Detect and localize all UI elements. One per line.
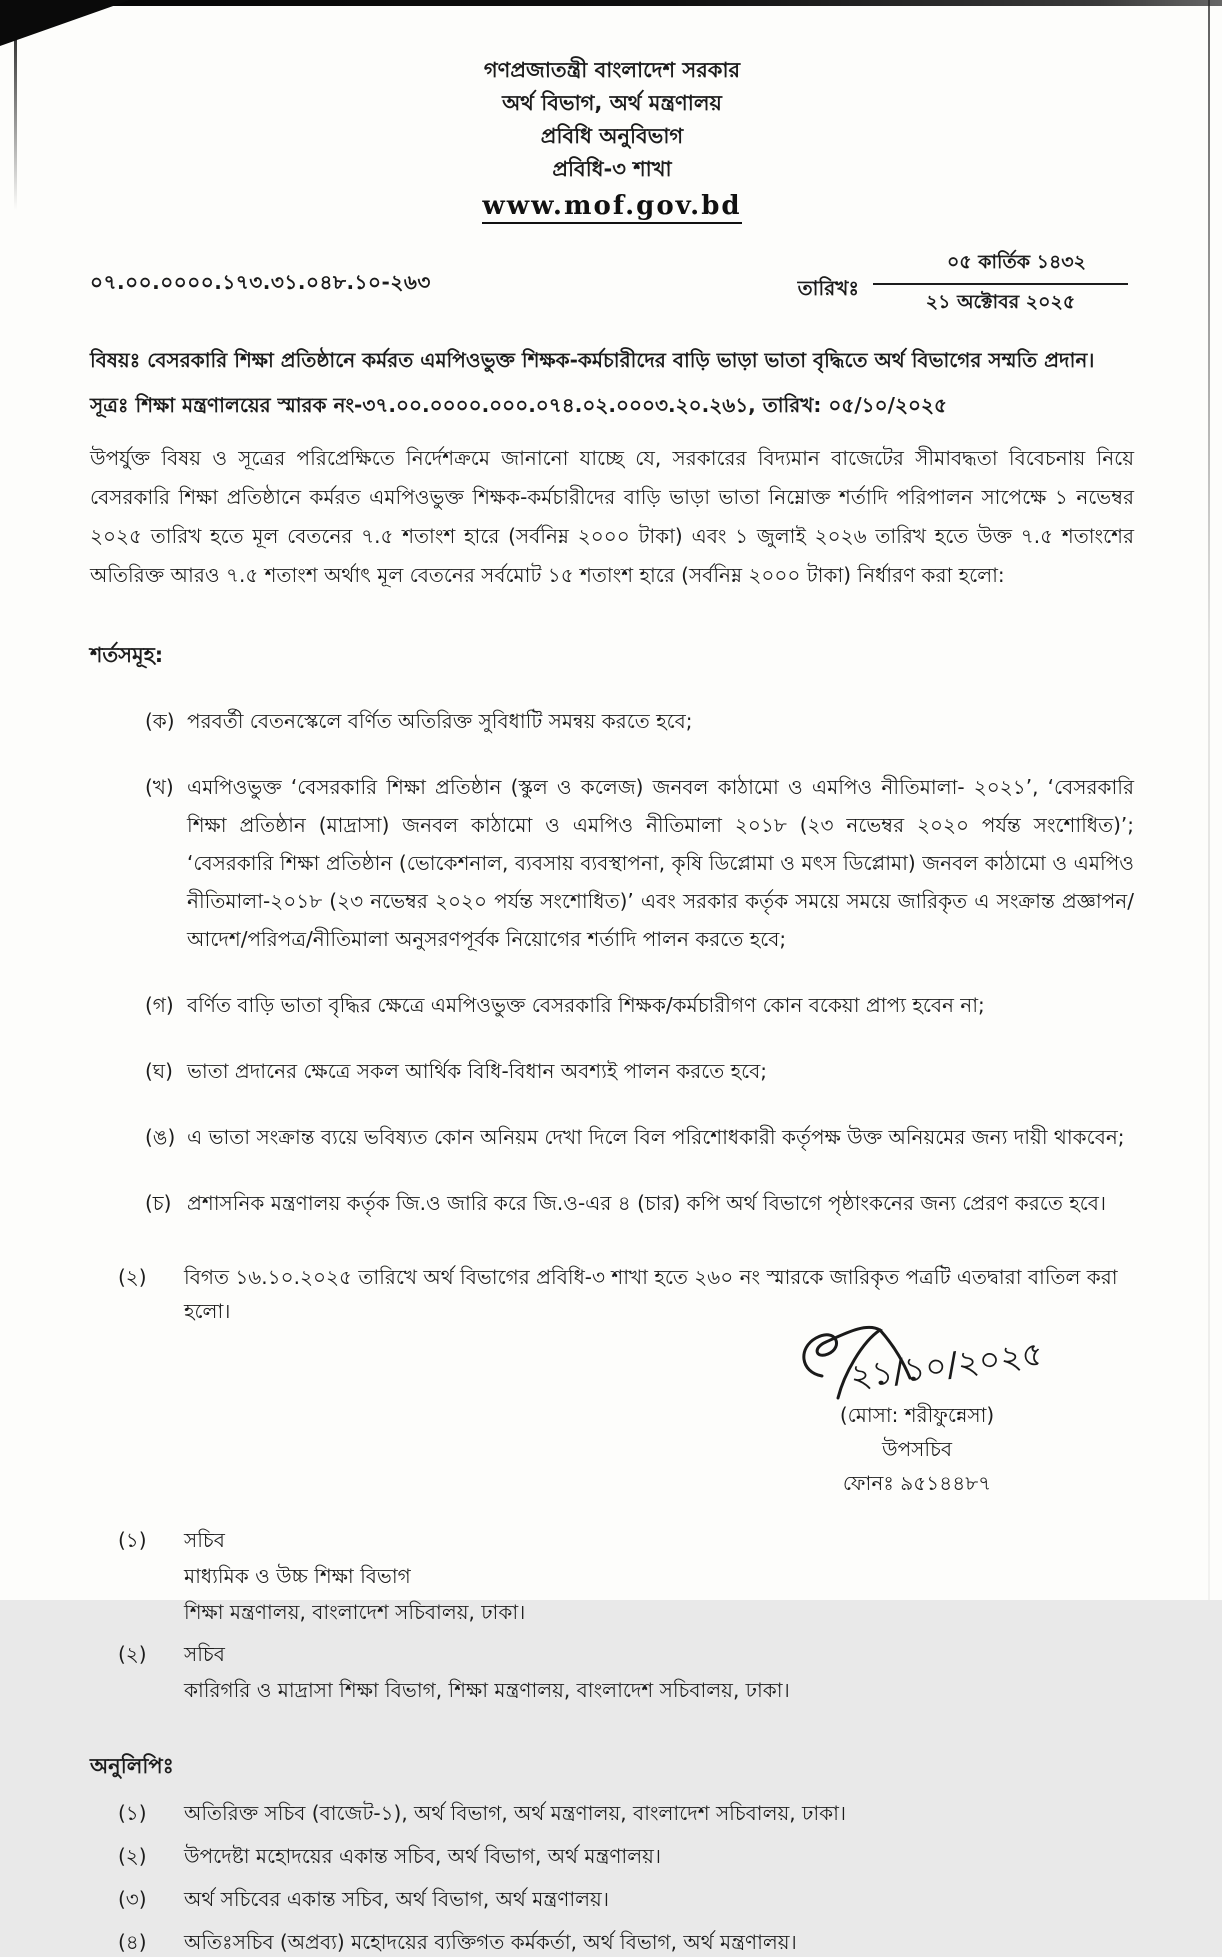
condition-item <box>90 986 1134 1024</box>
memo-number: ০৭.০০.০০০০.১৭৩.৩১.০৪৮.১০-২৬৩ <box>90 269 431 294</box>
website-url: www.mof.gov.bd <box>482 191 741 224</box>
condition-item <box>90 768 1134 958</box>
signature-block <box>752 1314 1082 1500</box>
condition-label: (গ) <box>145 993 174 1017</box>
copy-text: অর্থ সচিবের একান্ত সচিব, অর্থ বিভাগ, অর্থ মন্ত্রণালয়। <box>184 1887 609 1911</box>
copy-number: (২) <box>118 1844 147 1868</box>
condition-text: এ ভাতা সংক্রান্ত ব্যয়ে ভবিষ্যত কোন অনিয়ম দেখা দিলে বিল পরিশোধকারী কর্তৃপক্ষ উক্ত অনিয়মের জন্য দায়ী থাকবেন; <box>187 1125 1125 1149</box>
date-bangla-calendar: ০৫ কার্তিক ১৪৩২ <box>946 251 1087 273</box>
recipient-item <box>90 1522 1134 1630</box>
recipient-line: শিক্ষা মন্ত্রণালয়, বাংলাদেশ সচিবালয়, ঢাকা। <box>184 1600 526 1624</box>
division-ministry-name: অর্থ বিভাগ, অর্থ মন্ত্রণালয় <box>502 91 722 115</box>
condition-text: ভাতা প্রদানের ক্ষেত্রে সকল আর্থিক বিধি-বিধান অবশ্যই পালন করতে হবে; <box>187 1059 768 1083</box>
conditions-heading: শর্তসমূহ: <box>90 643 164 667</box>
signatory-name: (মোসা: শরীফুন্নেসা) <box>839 1403 995 1427</box>
condition-text: বর্ণিত বাড়ি ভাতা বৃদ্ধির ক্ষেত্রে এমপিওভুক্ত বেসরকারি শিক্ষক/কর্মচারীগণ কোন বকেয়া প্রাপ্য হবেন না; <box>187 993 985 1017</box>
paragraph-text: বিগত ১৬.১০.২০২৫ তারিখে অর্থ বিভাগের প্রবিধি-৩ শাখা হতে ২৬০ নং স্মারকে জারিকৃত পত্রটি এতদ্বারা বাতিল করা হলো। <box>184 1265 1118 1323</box>
recipient-list <box>90 1522 1134 1708</box>
condition-text: এমপিওভুক্ত ‘বেসরকারি শিক্ষা প্রতিষ্ঠান (স্কুল ও কলেজ) জনবল কাঠামো ও এমপিও নীতিমালা- ২০২১’, ‘বেসরকারি শিক্ষা প্রতিষ্ঠান (মাদ্রাসা) জনবল কাঠামো ও এমপিও নীতিমালা ২০১৮ (২৩ নভেম্বর ২০২০ পর্যন্ত সংশোধিত)’; ‘বেসরকারি শিক্ষা প্রতিষ্ঠান (ভোকেশনাল, ব্যবসায় ব্যবস্থাপনা, কৃষি ডিপ্লোমা ও মৎস ডিপ্লোমা) জনবল কাঠামো ও এমপিও নীতিমালা-২০১৮ (২৩ নভেম্বর ২০২০ পর্যন্ত সংশোধিত)’ এবং সরকার কর্তৃক সময়ে সময়ে জারিকৃত এ সংক্রান্ত প্রজ্ঞাপন/আদেশ/পরিপত্র/নীতিমালা অনুসরণপূর্বক নিয়োগের শর্তাদি পালন করতে হবে; <box>187 775 1134 951</box>
copies-heading: অনুলিপিঃ <box>90 1754 174 1778</box>
date-label: তারিখঃ <box>797 275 859 300</box>
copy-text: উপদেষ্টা মহোদয়ের একান্ত সচিব, অর্থ বিভাগ, অর্থ মন্ত্রণালয়। <box>184 1844 662 1868</box>
memo-date-row <box>90 248 1134 320</box>
sub-division-name: প্রবিধি অনুবিভাগ <box>540 124 684 148</box>
handwritten-date: ২১/১০/২০২৫ <box>848 1333 1046 1397</box>
copy-item <box>90 1884 1134 1914</box>
body-paragraph: উপর্যুক্ত বিষয় ও সূত্রের পরিপ্রেক্ষিতে নির্দেশক্রমে জানানো যাচ্ছে যে, সরকারের বিদ্যমান বাজেটের সীমাবদ্ধতা বিবেচনায় নিয়ে বেসরকারি শিক্ষা প্রতিষ্ঠানে কর্মরত এমপিওভুক্ত শিক্ষক-কর্মচারীদের বাড়ি ভাড়া ভাতা নিম্নোক্ত শর্তাদি পরিপালন সাপেক্ষে ১ নভেম্বর ২০২৫ তারিখ হতে মূল বেতনের ৭.৫ শতাংশ হারে (সর্বনিম্ন ২০০০ টাকা) এবং ১ জুলাই ২০২৬ তারিখ হতে উক্ত ৭.৫ শতাংশের অতিরিক্ত আরও ৭.৫ শতাংশ অর্থাৎ মূল বেতনের সর্বমোট ১৫ শতাংশ হারে (সর্বনিম্ন ২০০০ টাকা) নির্ধারণ করা হলো: <box>90 446 1134 587</box>
condition-item <box>90 1052 1134 1090</box>
copy-item <box>90 1841 1134 1871</box>
condition-label: (ঙ) <box>145 1125 176 1149</box>
recipient-address <box>184 1522 1134 1630</box>
date-block <box>798 248 1128 320</box>
date-fraction <box>873 248 1128 320</box>
recipient-line: মাধ্যমিক ও উচ্চ শিক্ষা বিভাগ <box>184 1564 411 1588</box>
recipient-item <box>90 1636 1134 1708</box>
condition-label: (খ) <box>145 775 174 799</box>
copy-number: (৩) <box>118 1887 147 1911</box>
copy-item <box>90 1798 1134 1828</box>
condition-item <box>90 1118 1134 1156</box>
condition-label: (চ) <box>145 1191 172 1215</box>
recipient-number: (১) <box>118 1528 147 1552</box>
copy-number: (১) <box>118 1801 147 1825</box>
handwritten-signature-icon <box>792 1314 1046 1406</box>
condition-text: পরবর্তী বেতনস্কেলে বর্ণিত অতিরিক্ত সুবিধাটি সমন্বয় করতে হবে; <box>187 709 693 733</box>
subject-line: বিষয়ঃ বেসরকারি শিক্ষা প্রতিষ্ঠানে কর্মরত এমপিওভুক্ত শিক্ষক-কর্মচারীদের বাড়ি ভাড়া ভাতা বৃদ্ধিতে অর্থ বিভাগের সম্মতি প্রদান। <box>90 348 1095 372</box>
recipient-address <box>184 1636 1134 1708</box>
recipient-number: (২) <box>118 1642 147 1666</box>
recipient-line: সচিব <box>184 1642 225 1666</box>
signatory-phone: ফোনঃ ৯৫১৪৪৮৭ <box>842 1471 992 1495</box>
copy-text: অতিরিক্ত সচিব (বাজেট-১), অর্থ বিভাগ, অর্থ মন্ত্রণালয়, বাংলাদেশ সচিবালয়, ঢাকা। <box>184 1801 847 1825</box>
branch-name: প্রবিধি-৩ শাখা <box>552 157 672 181</box>
reference-line: সূত্রঃ শিক্ষা মন্ত্রণালয়ের স্মারক নং-৩৭.০০.০০০০.০০০.০৭৪.০২.০০০৩.২০.২৬১, তারিখ: ০৫/১০/২০২৫ <box>90 393 947 417</box>
date-gregorian-calendar: ২১ অক্টোবর ২০২৫ <box>873 283 1128 320</box>
recipient-line: কারিগরি ও মাদ্রাসা শিক্ষা বিভাগ, শিক্ষা মন্ত্রণালয়, বাংলাদেশ সচিবালয়, ঢাকা। <box>184 1678 790 1702</box>
copy-item <box>90 1927 1134 1957</box>
condition-text: প্রশাসনিক মন্ত্রণালয় কর্তৃক জি.ও জারি করে জি.ও-এর ৪ (চার) কপি অর্থ বিভাগে পৃষ্ঠাংকনের জন্য প্রেরণ করতে হবে। <box>187 1191 1107 1215</box>
copy-text: অতিঃসচিব (অপ্রব্য) মহোদয়ের ব্যক্তিগত কর্মকর্তা, অর্থ বিভাগ, অর্থ মন্ত্রণালয়। <box>184 1930 797 1954</box>
recipient-line: সচিব <box>184 1528 225 1552</box>
signatory-designation: উপসচিব <box>881 1437 952 1461</box>
condition-item <box>90 1184 1134 1222</box>
copy-number: (৪) <box>118 1930 147 1954</box>
government-name: গণপ্রজাতন্ত্রী বাংলাদেশ সরকার <box>483 58 741 82</box>
paragraph-number: (২) <box>118 1265 147 1289</box>
letterhead <box>90 54 1134 224</box>
condition-label: (ঘ) <box>145 1059 173 1083</box>
condition-label: (ক) <box>145 709 175 733</box>
condition-item <box>90 702 1134 740</box>
